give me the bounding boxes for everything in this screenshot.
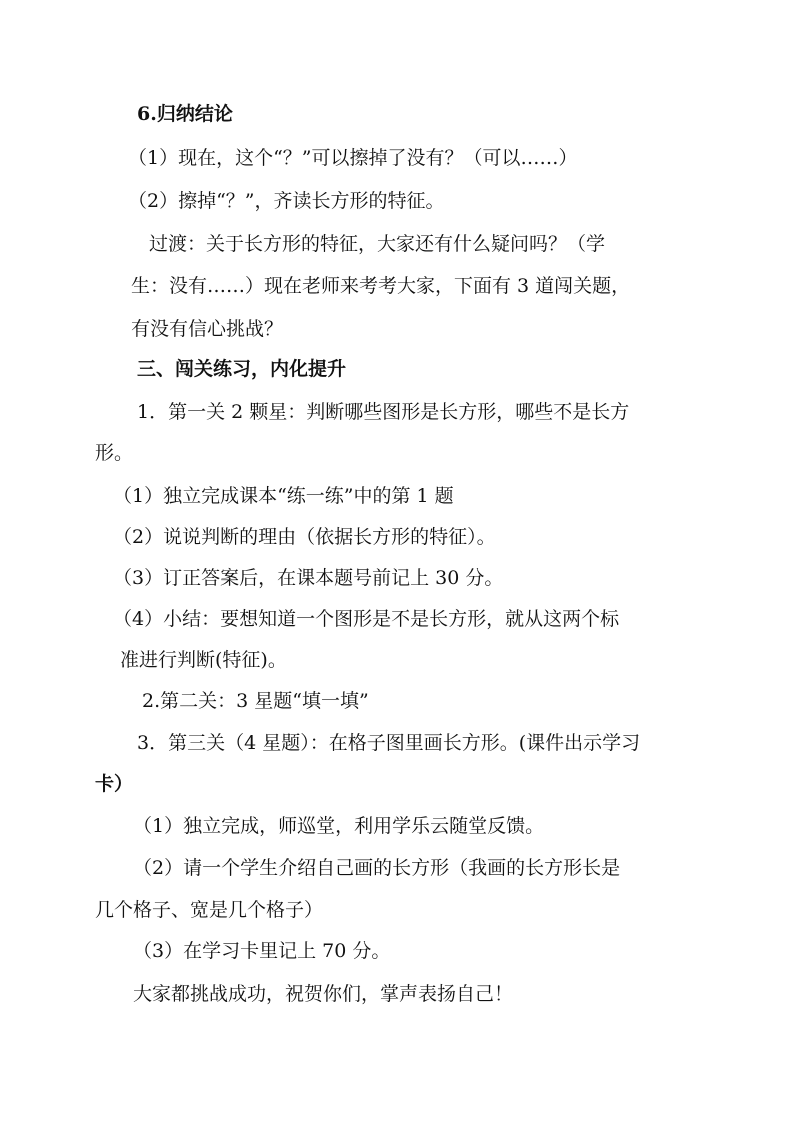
paragraph-line: 几个格子、宽是几个格子）	[95, 899, 324, 921]
paragraph-line: 形。	[95, 442, 134, 464]
paragraph-line: （1）独立完成，师巡堂，利用学乐云随堂反馈。	[133, 815, 545, 837]
paragraph-line: （3）在学习卡里记上 70 分。	[133, 940, 391, 962]
paragraph-line: 2.第二关：3 星题“填一填”	[142, 690, 369, 712]
section-heading-practice: 三、闯关练习，内化提升	[137, 358, 347, 380]
paragraph-line: （2）擦掉“？”，齐读长方形的特征。	[128, 190, 445, 212]
paragraph-line: （4）小结：要想知道一个图形是不是长方形，就从这两个标	[113, 608, 620, 630]
paragraph-line: 3．第三关（4 星题）：在格子图里画长方形。(课件出示学习	[137, 732, 641, 754]
paragraph-line: （3）订正答案后，在课本题号前记上 30 分。	[113, 567, 504, 589]
paragraph-line: 生：没有……）现在老师来考考大家，下面有 3 道闯关题，	[131, 275, 631, 297]
paragraph-line: 卡）	[95, 773, 134, 795]
paragraph-line: （2）说说判断的理由（依据长方形的特征）。	[113, 526, 496, 548]
paragraph-line: 准进行判断(特征)。	[120, 649, 287, 671]
paragraph-line: （1）现在，这个“？”可以擦掉了没有？（可以……）	[128, 147, 578, 169]
paragraph-line: 有没有信心挑战？	[131, 318, 284, 340]
paragraph-line: 大家都挑战成功，祝贺你们，掌声表扬自己！	[133, 983, 514, 1005]
section-heading-summary: 6.归纳结论	[137, 103, 233, 125]
paragraph-line: 1．第一关 2 颗星：判断哪些图形是长方形，哪些不是长方	[137, 401, 630, 423]
paragraph-line: 过渡：关于长方形的特征，大家还有什么疑问吗？（学	[149, 233, 606, 255]
paragraph-line: （2）请一个学生介绍自己画的长方形（我画的长方形长是	[133, 857, 621, 879]
paragraph-line: （1）独立完成课本“练一练”中的第 1 题	[113, 485, 454, 507]
